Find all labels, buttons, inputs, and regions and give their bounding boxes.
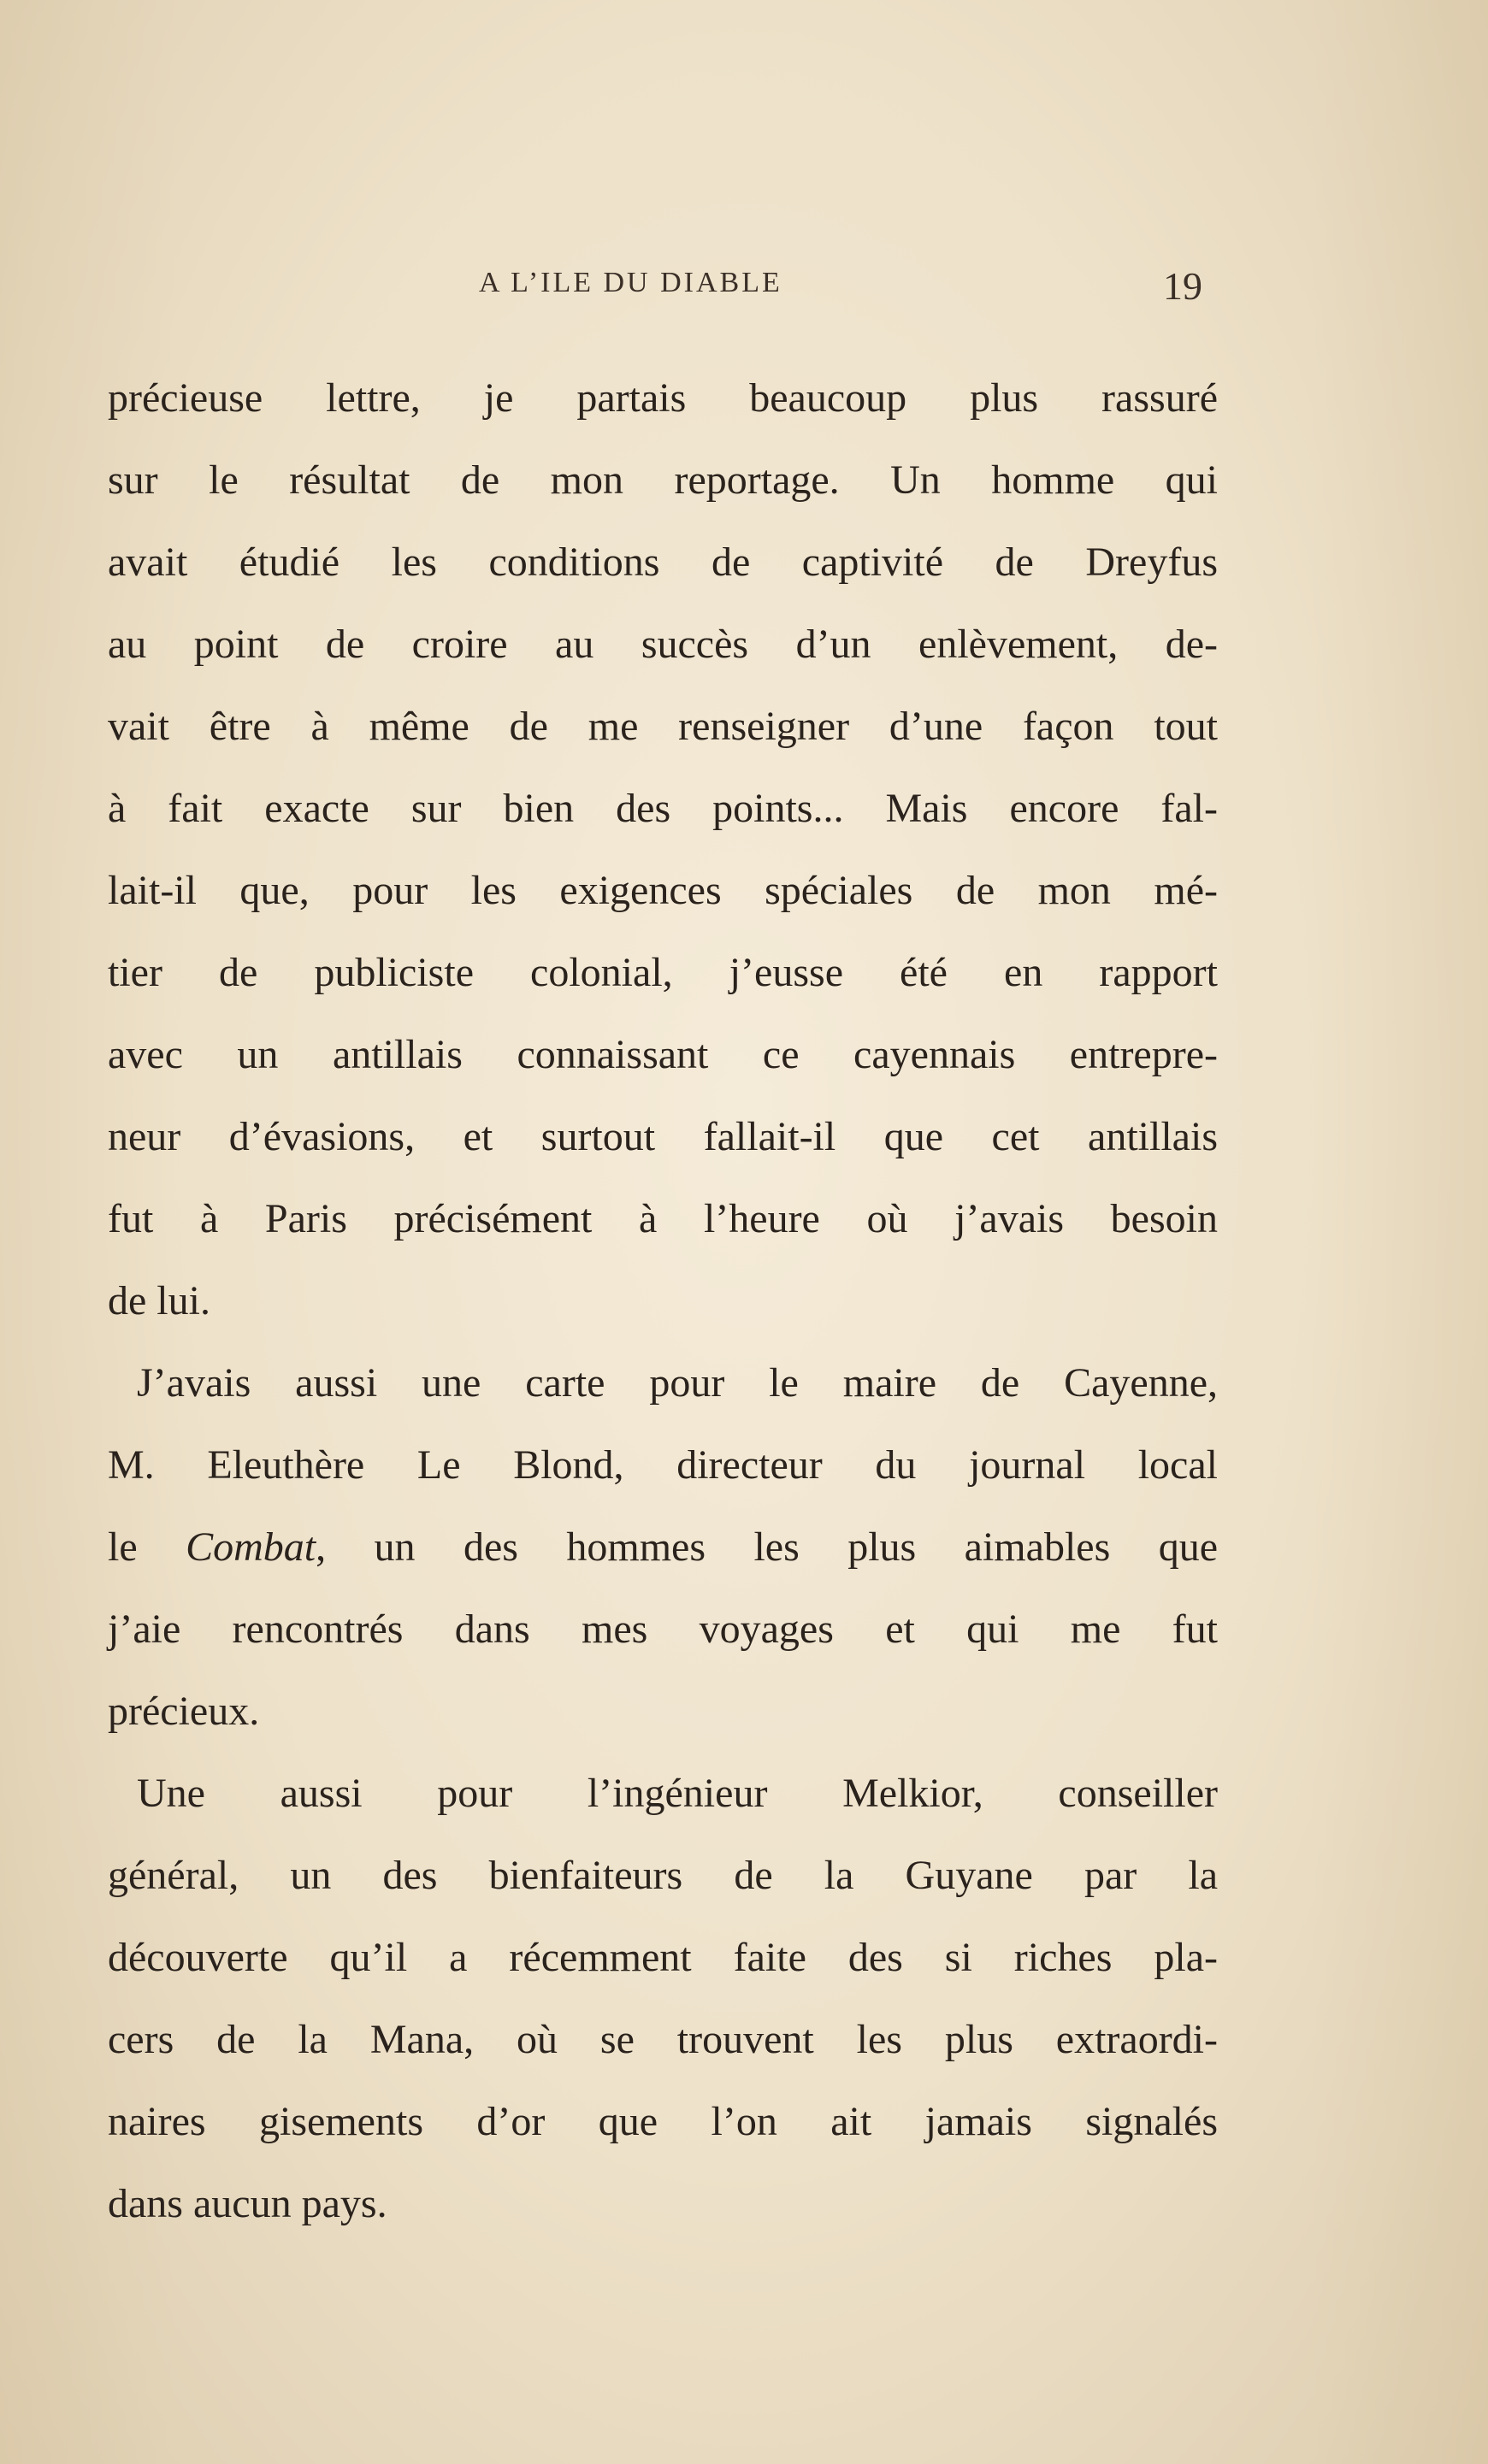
text-line: j’aie rencontrés dans mes voyages et qui me fut: [108, 1606, 1218, 1652]
text-line: avec un antillais connaissant ce cayennais entrepre-: [108, 1032, 1218, 1077]
newspaper-title: Combat: [186, 1524, 316, 1570]
text-line: vait être à même de me renseigner d’une façon tout: [108, 704, 1218, 749]
text-line: précieux.: [108, 1689, 260, 1734]
text-line: tier de publiciste colonial, j’eusse été en rapport: [108, 950, 1218, 995]
text-line: naires gisements d’or que l’on ait jamais signalés: [108, 2099, 1218, 2144]
text-line: M. Eleuthère Le Blond, directeur du journal local: [108, 1442, 1218, 1488]
text-line-with-italic: [108, 1506, 1218, 1589]
text-line: de lui.: [108, 1278, 210, 1323]
text-line: dans aucun pays.: [108, 2181, 387, 2226]
text-segment: , un des hommes les plus aimables que: [316, 1524, 1218, 1570]
text-line: sur le résultat de mon reportage. Un homme qui: [108, 457, 1218, 503]
page-number: 19: [1163, 264, 1202, 308]
text-line: général, un des bienfaiteurs de la Guyane par la: [108, 1853, 1218, 1898]
text-line: au point de croire au succès d’un enlèvement, de-: [108, 622, 1218, 667]
body-text: [108, 357, 1218, 2245]
text-line: avait étudié les conditions de captivité de Dreyfus: [108, 539, 1218, 585]
text-segment: le: [108, 1524, 186, 1570]
text-line: précieuse lettre, je partais beaucoup plus rassuré: [108, 375, 1218, 421]
text-line: cers de la Mana, où se trouvent les plus extraordi-: [108, 2017, 1218, 2062]
text-line: découverte qu’il a récemment faite des si riches pla-: [108, 1935, 1218, 1980]
text-line: fut à Paris précisément à l’heure où j’avais besoin: [108, 1196, 1218, 1241]
text-line: J’avais aussi une carte pour le maire de Cayenne,: [137, 1360, 1218, 1406]
running-title: A L’ILE DU DIABLE: [479, 267, 782, 298]
text-line: Une aussi pour l’ingénieur Melkior, conseiller: [137, 1771, 1218, 1816]
text-line: neur d’évasions, et surtout fallait-il que cet antillais: [108, 1114, 1218, 1159]
running-head: [0, 264, 1488, 318]
text-line: lait-il que, pour les exigences spéciales de mon mé-: [108, 868, 1218, 913]
text-line: à fait exacte sur bien des points... Mais encore fal-: [108, 786, 1218, 831]
